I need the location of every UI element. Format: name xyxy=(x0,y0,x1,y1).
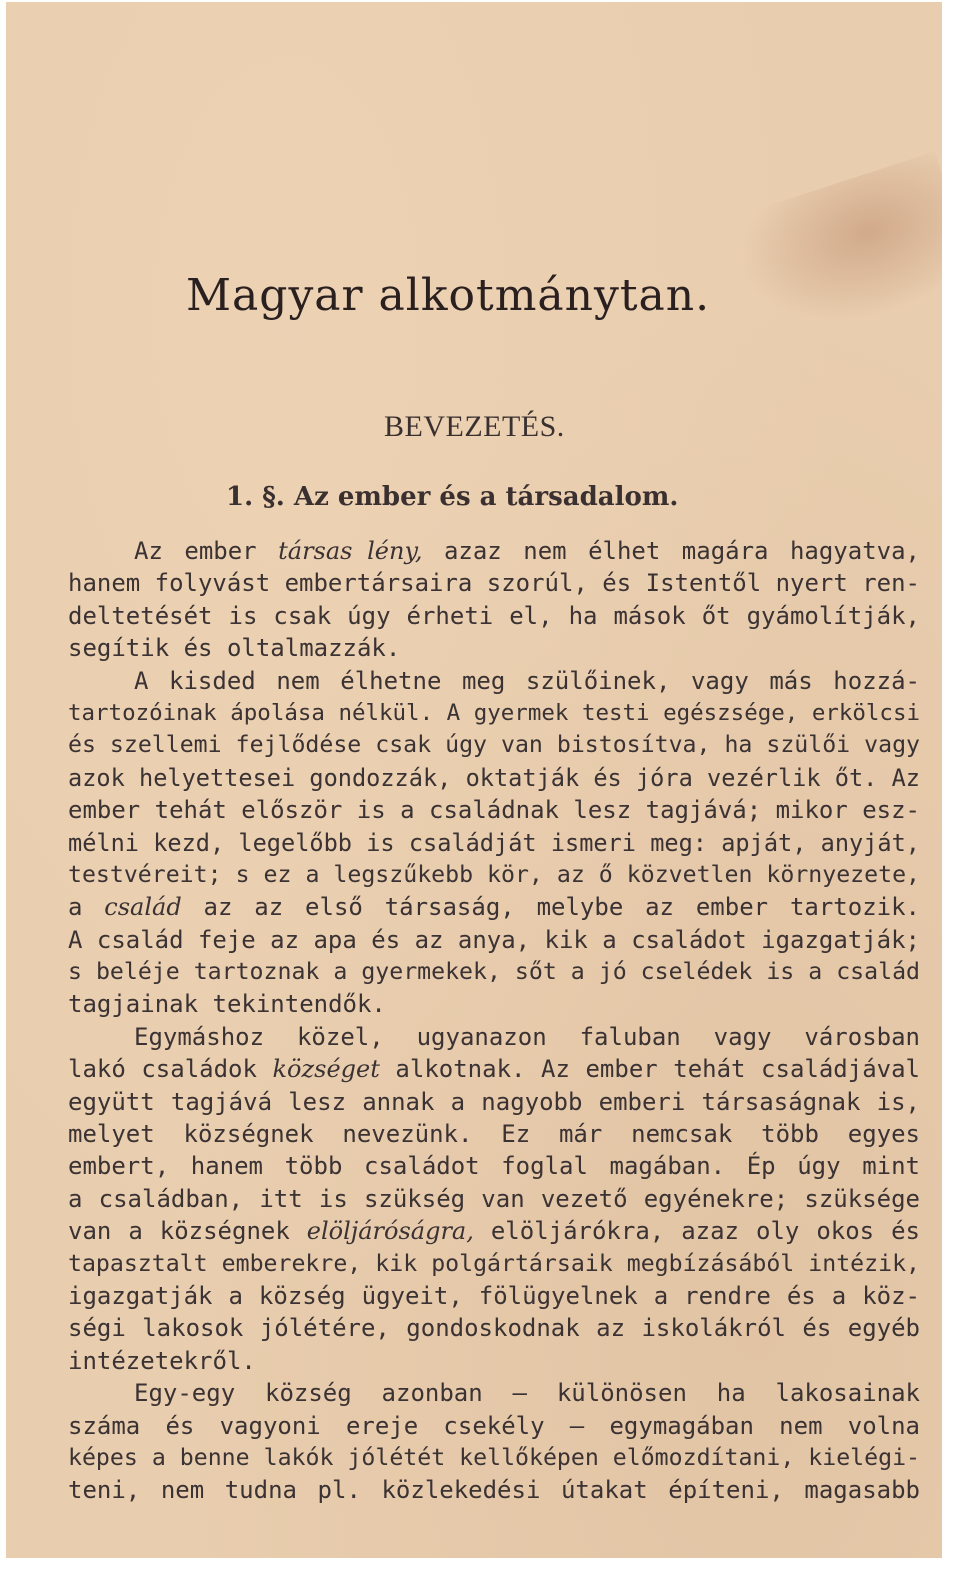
text-segment: képes a benne lakók jólétét kellőképen előmozdítani, kielégi- xyxy=(68,1443,920,1471)
text-segment: embert, hanem több családot foglal magában. Ép úgy mint xyxy=(68,1152,920,1181)
text-segment: együtt tagjává lesz annak a nagyobb emberi társaságnak is, xyxy=(68,1087,920,1116)
text-line xyxy=(68,1150,920,1182)
text-segment: ségi lakosok jólétére, gondoskodnak az iskolákról és egyéb xyxy=(68,1314,920,1343)
text-segment: lakó családok xyxy=(68,1055,273,1084)
text-line xyxy=(68,697,920,729)
italic-term: elöljáróságra, xyxy=(306,1217,474,1246)
text-segment: alkotnak. Az ember tehát családjával xyxy=(379,1055,920,1084)
text-line xyxy=(68,1280,920,1312)
text-line xyxy=(68,1021,920,1053)
text-line xyxy=(68,956,920,988)
text-line xyxy=(68,794,920,826)
text-segment: Egymáshoz közel, ugyanazon faluban vagy városban xyxy=(134,1022,920,1051)
text-line xyxy=(68,924,920,956)
text-line xyxy=(68,762,920,794)
text-line xyxy=(68,1118,920,1150)
text-segment: az az első társaság, melybe az ember tartozik. xyxy=(181,893,920,922)
text-segment: tapasztalt emberekre, kik polgártársaik megbízásából intézik, xyxy=(68,1249,920,1277)
text-segment: és szellemi fejlődése csak úgy van bistosítva, ha szülői vagy xyxy=(68,731,920,759)
text-line xyxy=(68,632,920,664)
introduction-heading: BEVEZETÉS. xyxy=(384,410,565,443)
text-line xyxy=(68,535,920,567)
text-line xyxy=(68,1215,920,1247)
text-segment: melyet községnek nevezünk. Ez már nemcsak több egyes xyxy=(68,1120,920,1149)
text-segment: hanem folyvást embertársaira szorúl, és Istentől nyert ren- xyxy=(68,569,920,598)
text-segment: azaz nem élhet magára hagyatva, xyxy=(422,537,921,565)
text-line xyxy=(68,1410,920,1442)
body-text xyxy=(68,535,920,1507)
page-title: Magyar alkotmánytan. xyxy=(186,270,711,321)
text-segment: Az ember xyxy=(134,537,279,565)
text-line xyxy=(68,827,920,859)
text-line xyxy=(68,988,920,1020)
text-line xyxy=(68,729,920,761)
text-segment: testvéreit; s ez a legszűkebb kör, az ő közvetlen környezete, xyxy=(68,860,920,888)
text-line xyxy=(68,1248,920,1280)
italic-term: községet xyxy=(272,1055,380,1084)
text-segment: elöljárókra, azaz oly okos és xyxy=(473,1217,920,1246)
text-line xyxy=(68,1183,920,1215)
text-line xyxy=(68,1053,920,1085)
text-line xyxy=(68,1474,920,1506)
text-segment: száma és vagyoni ereje csekély — egymagában nem volna xyxy=(68,1411,920,1440)
text-segment: tagjainak tekintendők. xyxy=(68,990,386,1019)
text-line xyxy=(68,891,920,923)
text-segment: ember tehát először is a családnak lesz tagjává; mikor esz- xyxy=(68,796,920,825)
book-page xyxy=(6,2,942,1558)
text-segment: intézetekről. xyxy=(68,1346,256,1375)
text-segment: azok helyettesei gondozzák, oktatják és jóra vezérlik őt. Az xyxy=(68,763,920,792)
text-segment: teni, nem tudna pl. közlekedési útakat építeni, magasabb xyxy=(68,1476,920,1505)
text-line xyxy=(68,1312,920,1344)
text-segment: Egy-egy község azonban — különösen ha lakosainak xyxy=(134,1379,920,1408)
text-line xyxy=(68,1377,920,1409)
text-line xyxy=(68,567,920,599)
text-segment: s beléje tartoznak a gyermekek, sőt a jó cselédek is a család xyxy=(68,958,920,986)
italic-term: társas lény, xyxy=(278,537,423,565)
section-heading: 1. §. Az ember és a társadalom. xyxy=(226,482,679,512)
text-segment: a családban, itt is szükség van vezető egyénekre; szüksége xyxy=(68,1184,920,1213)
text-line xyxy=(68,1442,920,1474)
text-segment: tartozóinak ápolása nélkül. A gyermek testi egészsége, erkölcsi xyxy=(68,699,920,726)
text-segment: A család feje az apa és az anya, kik a családot igazgatják; xyxy=(68,925,920,954)
text-segment: deltetését is csak úgy érheti el, ha mások őt gyámolítják, xyxy=(68,601,920,630)
text-line xyxy=(68,600,920,632)
text-line xyxy=(68,1345,920,1377)
text-line xyxy=(68,859,920,891)
italic-term: család xyxy=(104,893,182,922)
text-line xyxy=(68,665,920,697)
text-segment: a xyxy=(68,893,105,922)
paper-stain xyxy=(726,151,942,352)
text-segment: igazgatják a község ügyeit, fölügyelnek a rendre és a köz- xyxy=(68,1281,920,1310)
text-segment: van a községnek xyxy=(68,1217,307,1246)
text-segment: segítik és oltalmazzák. xyxy=(68,634,401,663)
text-segment: A kisded nem élhetne meg szülőinek, vagy más hozzá- xyxy=(134,666,920,695)
text-segment: mélni kezd, legelőbb is családját ismeri meg: apját, anyját, xyxy=(68,828,920,857)
text-line xyxy=(68,1086,920,1118)
